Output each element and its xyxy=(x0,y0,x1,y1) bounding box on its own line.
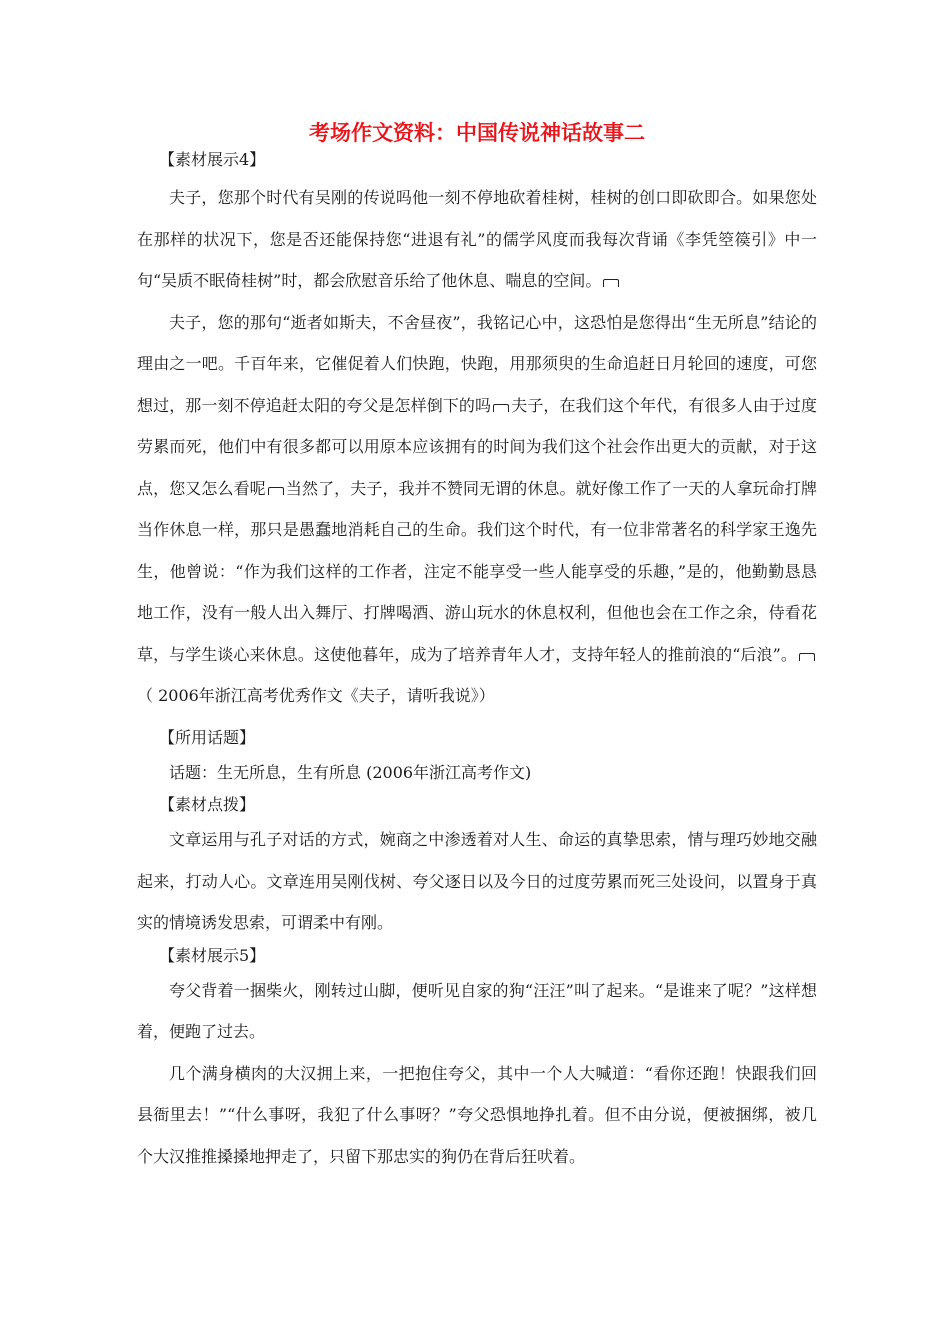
paragraph-text: 夫子，在我们这个年代，有很多人由于过度劳累而死，他们中有很多都可以用原本应该拥有的时间为我们这个社会作出更大的贡献，对于这点，您又怎么看呢 xyxy=(137,395,817,498)
break-mark-icon xyxy=(493,404,509,412)
paragraph: 几个满身横肉的大汉拥上来，一把抱住夸父，其中一个人大喊道：“看你还跑！快跟我们回县衙里去！”“什么事呀，我犯了什么事呀？”夸父恐惧地挣扎着。但不由分说，便被捆绑，被几个大汉推推搡搡地押走了，只留下那忠实的狗仍在背后狂吠着。 xyxy=(137,1063,817,1166)
paragraph: 文章运用与孔子对话的方式，婉商之中渗透着对人生、命运的真挚思索，情与理巧妙地交融起来，打动人心。文章连用吴刚伐树、夸父逐日以及今日的过度劳累而死三处设问，以置身于真实的情境诱发思索，可谓柔中有刚。 xyxy=(137,830,817,932)
document-page xyxy=(137,118,817,1177)
paragraph-text: 当然了，夫子，我并不赞同无谓的休息。就好像工作了一天的人拿玩命打牌当作休息一样，那只是愚蠢地消耗自己的生命。我们这个时代，有一位非常著名的科学家王逸先生，他曾说：“作为我们这样的工作者，注定不能享受一些人能享受的乐趣，”是的，他勤勤恳恳地工作，没有一般人出入舞厅、打牌喝酒、游山玩水的休息权利，但他也会在工作之余，侍看花草，与学生谈心来休息。这使他暮年，成为了培养青年人才，支持年轻人的推前浪的“后浪”。 xyxy=(137,478,817,664)
break-mark-icon xyxy=(603,279,619,287)
section-heading-topic: 【所用话题】 xyxy=(159,727,256,747)
section-heading-material-4: 【素材展示4】 xyxy=(159,150,266,169)
paragraph: 夸父背着一捆柴火，刚转过山脚，便听见自家的狗“汪汪”叫了起来。“是谁来了呢？”这样想着，便跑了过去。 xyxy=(137,980,817,1041)
paragraph-text: 夫子，您那个时代有吴刚的传说吗他一刻不停地砍着桂树，桂树的创口即砍即合。如果您处在那样的状况下，您是否还能保持您“进退有礼”的儒学风度而我每次背诵《李凭箜篌引》中一句“吴质不眠倚桂树”时，都会欣慰音乐给了他休息、喘息的空间。 xyxy=(137,188,817,290)
source-citation: （ 2006年浙江高考优秀作文《夫子，请听我说》） xyxy=(137,686,495,705)
section-heading-commentary: 【素材点拨】 xyxy=(159,795,256,814)
break-mark-icon xyxy=(799,653,815,661)
break-mark-icon xyxy=(268,487,284,495)
document-title: 考场作文资料：中国传说神话故事二 xyxy=(309,120,645,145)
section-heading-material-5: 【素材展示5】 xyxy=(159,945,266,965)
paragraph-text: 夫子，您的那句“逝者如斯夫，不舍昼夜”，我铭记心中，这恐怕是您得出“生无所息”结论的理由之一吧。千百年来，它催促着人们快跑，快跑，用那须臾的生命追赶日月轮回的速度，可您想过，那一刻不停追赶太阳的夸父是怎样倒下的吗 xyxy=(137,312,817,415)
paragraph xyxy=(137,302,817,717)
paragraph xyxy=(137,177,817,302)
paragraph: 话题：生无所息，生有所息 (2006年浙江高考作文) xyxy=(169,762,532,782)
